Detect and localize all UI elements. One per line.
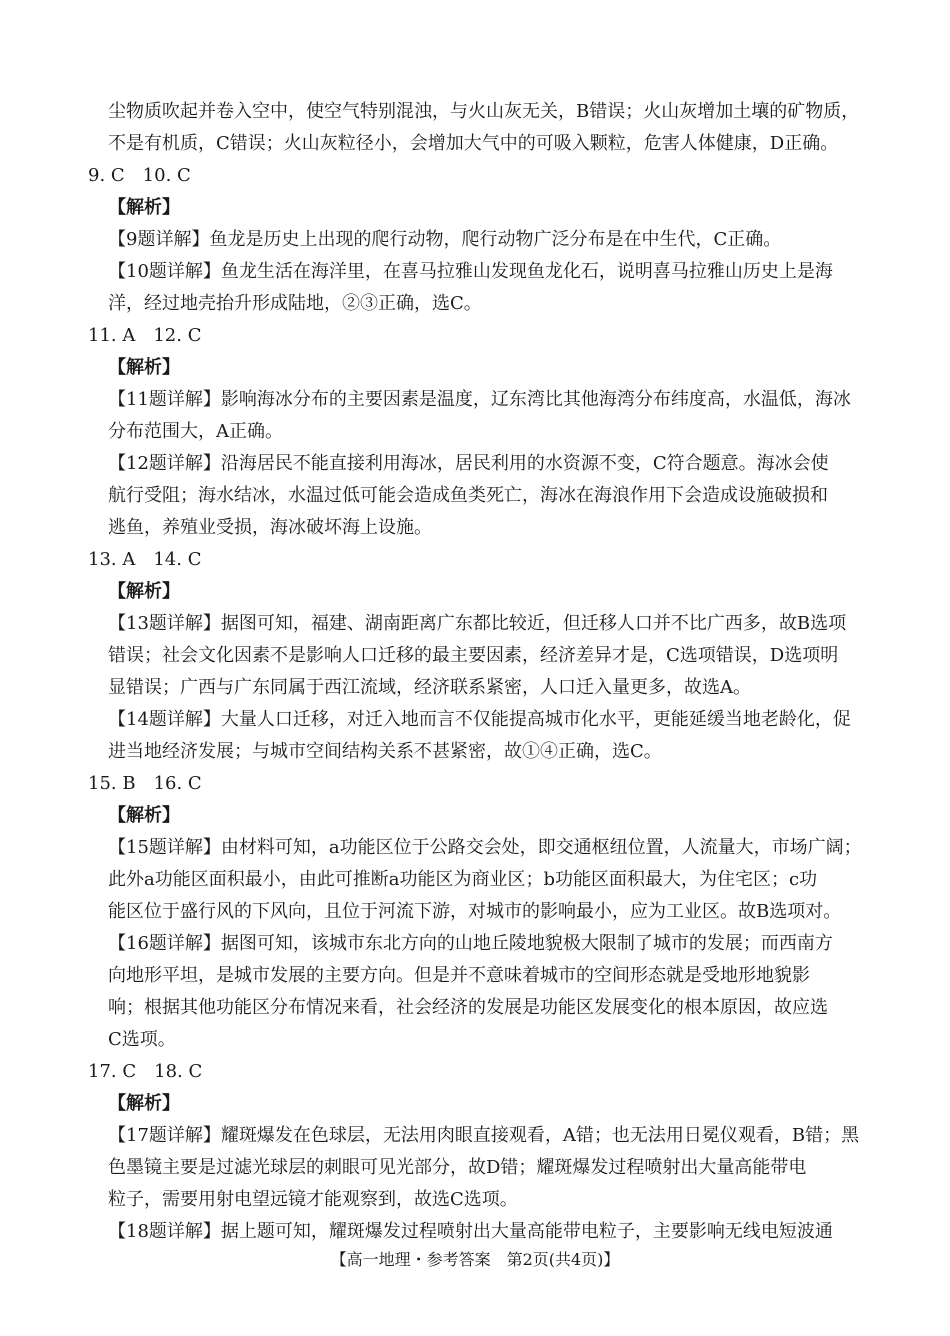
text-line: 【13题详解】据图可知，福建、湖南距离广东都比较近，但迁移人口并不比广西多，故B选项	[108, 613, 847, 634]
text-line: 粒子，需要用射电望远镜才能观察到，故选C选项。	[108, 1189, 518, 1210]
section-heading: 【解析】	[108, 1093, 180, 1114]
section-heading: 【解析】	[108, 357, 180, 378]
text-line: 尘物质吹起并卷入空中，使空气特别混浊，与火山灰无关，B错误；火山灰增加土壤的矿物质，	[108, 101, 860, 122]
text-line: 【9题详解】鱼龙是历史上出现的爬行动物，爬行动物广泛分布是在中生代，C正确。	[108, 229, 782, 250]
text-line: 【14题详解】大量人口迁移，对迁入地而言不仅能提高城市化水平，更能延缓当地老龄化，促	[108, 709, 851, 730]
section-heading: 【解析】	[108, 581, 180, 602]
text-line: 15. B 16. C	[88, 773, 202, 794]
text-line: 【11题详解】影响海冰分布的主要因素是温度，辽东湾比其他海湾分布纬度高，水温低，海冰	[108, 389, 851, 410]
section-heading: 【解析】	[108, 805, 180, 826]
text-line: 【10题详解】鱼龙生活在海洋里，在喜马拉雅山发现鱼龙化石，说明喜马拉雅山历史上是海	[108, 261, 833, 282]
text-line: 响；根据其他功能区分布情况来看，社会经济的发展是功能区发展变化的根本原因，故应选	[108, 997, 828, 1018]
text-line: 【15题详解】由材料可知，a功能区位于公路交会处，即交通枢纽位置，人流量大，市场广阔；	[108, 837, 862, 858]
text-line: C选项。	[108, 1029, 176, 1050]
text-line: 错误；社会文化因素不是影响人口迁移的最主要因素，经济差异才是，C选项错误，D选项明	[108, 645, 839, 666]
text-line: 进当地经济发展；与城市空间结构关系不甚紧密，故①④正确，选C。	[108, 741, 662, 762]
page-footer: 【高一地理・参考答案 第2页(共4页)】	[330, 1250, 620, 1269]
text-line: 【17题详解】耀斑爆发在色球层，无法用肉眼直接观看，A错；也无法用日冕仪观看，B错；黑	[108, 1125, 860, 1146]
text-line: 17. C 18. C	[88, 1061, 203, 1082]
text-line: 色墨镜主要是过滤光球层的刺眼可见光部分，故D错；耀斑爆发过程喷射出大量高能带电	[108, 1157, 807, 1178]
text-line: 逃鱼，养殖业受损，海冰破坏海上设施。	[108, 517, 432, 538]
text-line: 向地形平坦，是城市发展的主要方向。但是并不意味着城市的空间形态就是受地形地貌影	[108, 965, 810, 986]
text-line: 【18题详解】据上题可知，耀斑爆发过程喷射出大量高能带电粒子，主要影响无线电短波通	[108, 1221, 833, 1242]
text-line: 能区位于盛行风的下风向，且位于河流下游，对城市的影响最小，应为工业区。故B选项对。	[108, 901, 842, 922]
text-line: 9. C 10. C	[88, 165, 191, 186]
section-heading: 【解析】	[108, 197, 180, 218]
answer-text-body	[88, 96, 878, 1248]
text-line: 分布范围大，A正确。	[108, 421, 283, 442]
text-line: 显错误；广西与广东同属于西江流域，经济联系紧密，人口迁入量更多，故选A。	[108, 677, 751, 698]
text-line: 13. A 14. C	[88, 549, 202, 570]
text-line: 不是有机质，C错误；火山灰粒径小，会增加大气中的可吸入颗粒，危害人体健康，D正确。	[108, 133, 839, 154]
text-line: 11. A 12. C	[88, 325, 202, 346]
text-line: 洋，经过地壳抬升形成陆地，②③正确，选C。	[108, 293, 482, 314]
text-line: 航行受阻；海水结冰，水温过低可能会造成鱼类死亡，海冰在海浪作用下会造成设施破损和	[108, 485, 828, 506]
text-line: 【12题详解】沿海居民不能直接利用海冰，居民利用的水资源不变，C符合题意。海冰会使	[108, 453, 829, 474]
text-line: 【16题详解】据图可知，该城市东北方向的山地丘陵地貌极大限制了城市的发展；而西南方	[108, 933, 833, 954]
text-line: 此外a功能区面积最小，由此可推断a功能区为商业区；b功能区面积最大，为住宅区；c功	[108, 869, 818, 890]
